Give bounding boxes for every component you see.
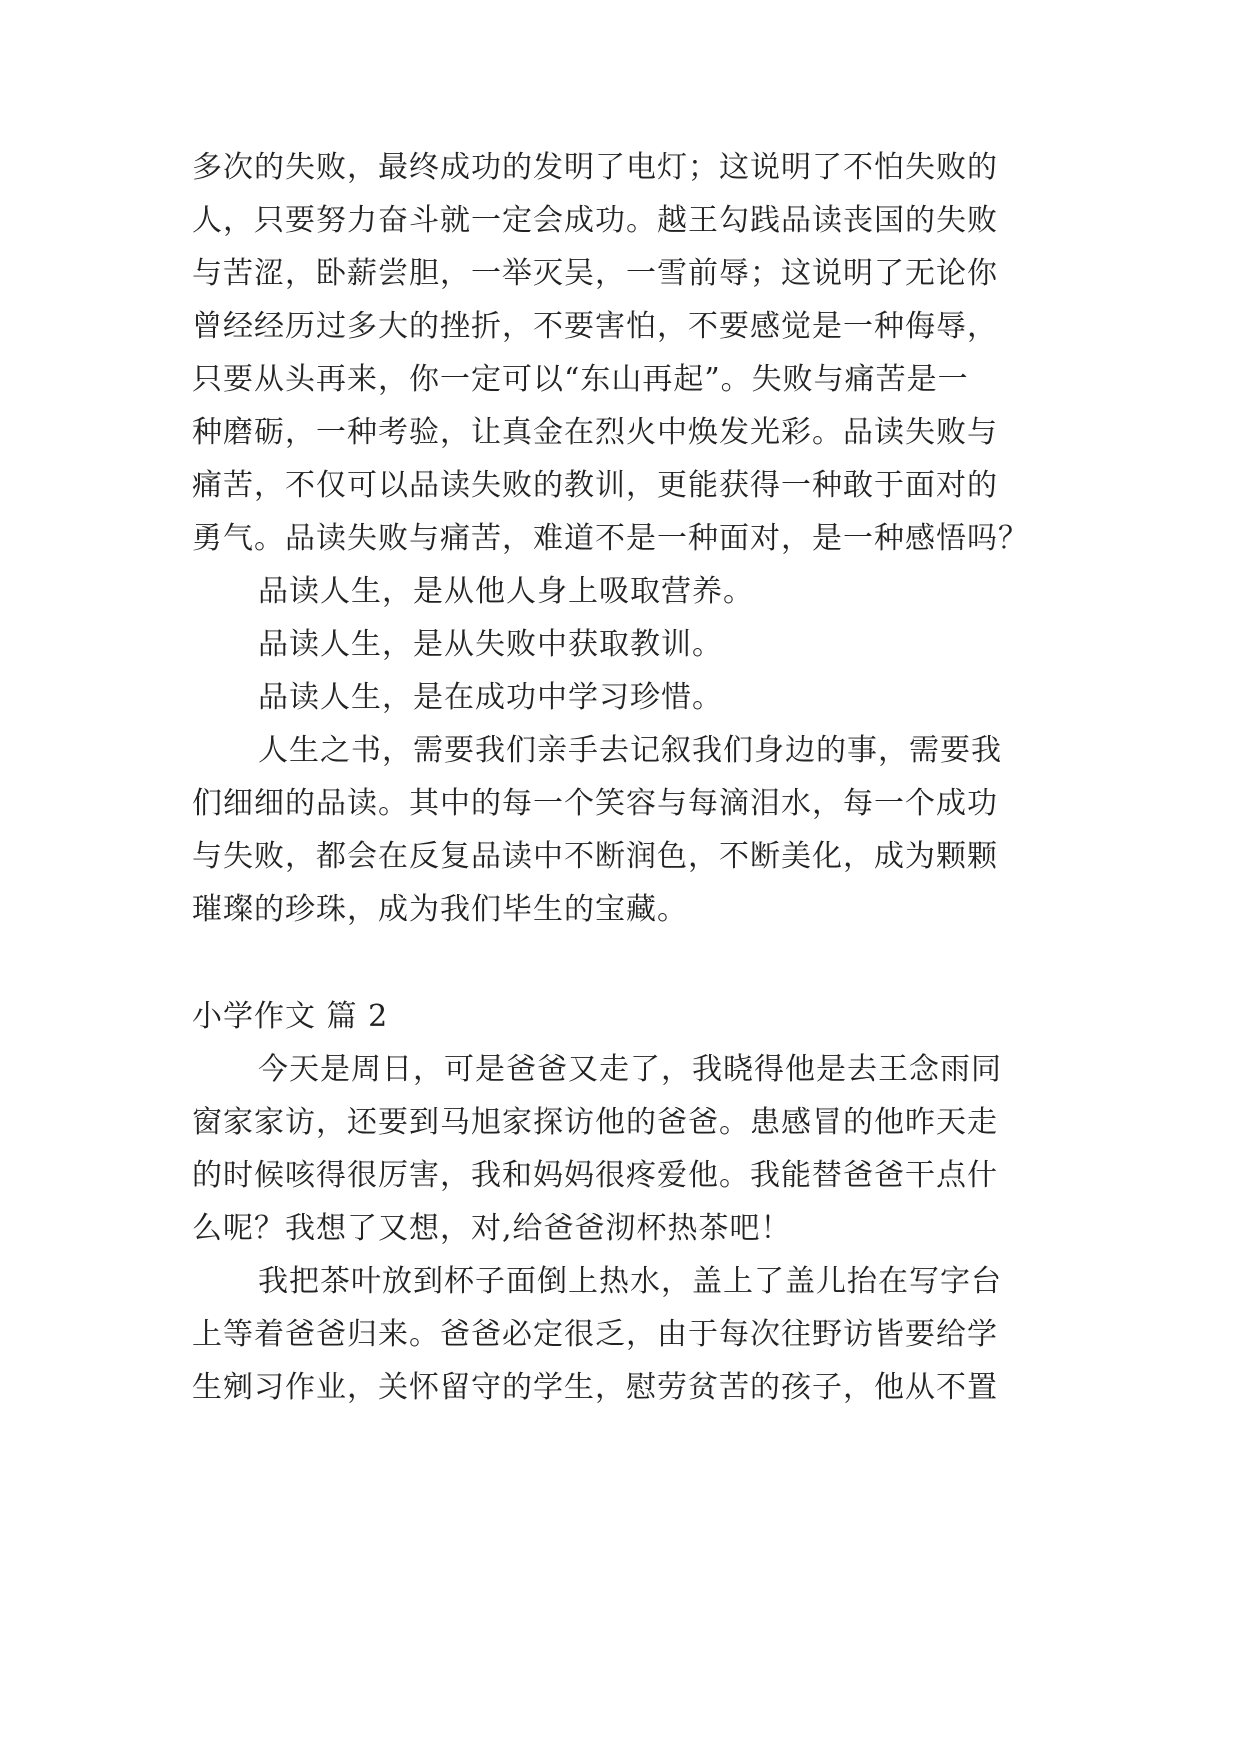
text-line: 与失败，都会在反复品读中不断润色，不断美化，成为颗颗 [192, 839, 998, 874]
text-line: 生剜习作业，关怀留守的学生，慰劳贫苦的孩子，他从不置 [192, 1370, 998, 1405]
text-line: 窗家家访，还要到马旭家探访他的爸爸。患感冒的他昨天走 [192, 1105, 998, 1140]
text-line: 勇气。品读失败与痛苦，难道不是一种面对，是一种感悟吗？ [192, 521, 1029, 556]
text-line: 品读人生，是从失败中获取教训。 [258, 627, 723, 662]
text-line: 曾经经历过多大的挫折，不要害怕，不要感觉是一种侮辱， [192, 309, 998, 344]
text-line: 品读人生，是在成功中学习珍惜。 [258, 680, 723, 715]
text-line: 只要从头再来，你一定可以“东山再起”。失败与痛苦是一 [192, 362, 969, 397]
text-line: 的时候咳得很厉害，我和妈妈很疼爱他。我能替爸爸干点什 [192, 1158, 998, 1193]
text-line: 人，只要努力奋斗就一定会成功。越王勾践品读丧国的失败 [192, 203, 998, 238]
text-line: 人生之书，需要我们亲手去记叙我们身边的事，需要我 [258, 733, 1002, 768]
text-line: 们细细的品读。其中的每一个笑容与每滴泪水，每一个成功 [192, 786, 998, 821]
text-line: 我把茶叶放到杯子面倒上热水，盖上了盖儿抬在写字台 [258, 1264, 1002, 1299]
text-line: 多次的失败，最终成功的发明了电灯；这说明了不怕失败的 [192, 150, 998, 185]
text-line: 痛苦，不仅可以品读失败的教训，更能获得一种敢于面对的 [192, 468, 998, 503]
text-line: 与苦涩，卧薪尝胆，一举灭吴，一雪前辱；这说明了无论你 [192, 256, 998, 291]
text-line: 璀璨的珍珠，成为我们毕生的宝藏。 [192, 892, 688, 927]
text-line: 么呢？我想了又想，对,给爸爸沏杯热茶吧！ [192, 1211, 792, 1246]
text-line: 上等着爸爸归来。爸爸必定很乏，由于每次往野访皆要给学 [192, 1317, 998, 1352]
text-line: 品读人生，是从他人身上吸取营养。 [258, 574, 754, 609]
text-line: 种磨砺，一种考验，让真金在烈火中焕发光彩。品读失败与 [192, 415, 998, 450]
section-heading: 小学作文 篇 2 [192, 999, 389, 1034]
text-line: 今天是周日，可是爸爸又走了，我晓得他是去王念雨同 [258, 1052, 1002, 1087]
